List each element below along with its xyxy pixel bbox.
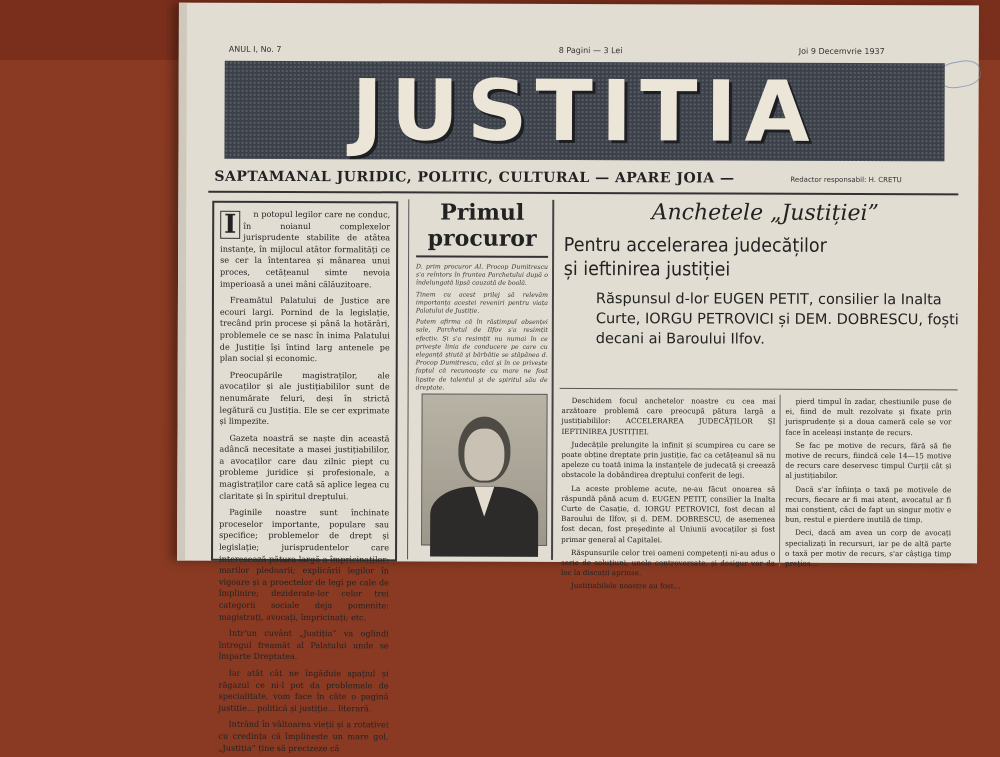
article-subhead: Răspunsul d-lor EUGEN PETIT, consilier la Inalta Curte, IORGU PETROVICI și DEM. DOBRESCU, foști decani ai Baroului Ilfov. (595, 291, 959, 348)
portrait-face (464, 429, 504, 481)
redactor-line: Redactor responsabil: H. CRETU (790, 175, 902, 185)
newspaper-page (177, 3, 979, 753)
article-paragraph: Deci, dacă am avea un corp de avocați specializați în recursuri, iar pe de altă parte o taxă per motiv de recurs, s'ar câștiga timp prețios... (785, 528, 952, 568)
issue-line (219, 44, 959, 57)
section-title: Anchetele „Justiției” (651, 200, 879, 227)
newspaper-title: JUSTITIA (351, 61, 818, 161)
headline-line: Pentru accelerarea judecăților (563, 233, 827, 257)
article-paragraph: pierd timpul în zadar, chestiunile puse de ei, fiind de mult rezolvate și fixate prin jurisprudențe și a doua cameră cele se vor face în aceleași instanțe de recurs. (785, 396, 952, 437)
column-divider (779, 395, 781, 567)
editorial-paragraph: Gazeta noastră se naște din această adâncă necesitate a masei justițiabililor, a avocaților care dau zilnic piept cu probleme juridice și profesionale, a magistraților care cată să aplice legea cu claritate și în spiritul dreptului. (219, 432, 390, 501)
portrait-photo (421, 393, 548, 545)
procuror-paragraph: Putem afirma că în răstimpul absenței sale, Parchetul de Ilfov s'a resimțit efectiv. Și s'a resimțit nu numai în ce privește linia de conducere pe care cu eleganță știută și bărbătie se stăpânea d. Procop Dumitrescu, căci și în ce privește faptul că recunoaște cu mare ne fost lipsite de talentul și de spiritul său de dreptate. (415, 318, 548, 392)
column-divider (407, 199, 409, 559)
editorial-paragraph: Freamătul Palatului de Justice are ecouri largi. Pornind de la legislație, trecând prin procese și până la hotărâri, problemele ce se nasc în inima Palatului de Justiție își întind larg antenele pe plan social și economic. (219, 294, 390, 364)
headline-line: și ieftinirea justiției (563, 257, 731, 281)
page-edge (177, 3, 187, 561)
article-body-right (785, 397, 952, 568)
editorial-box (211, 201, 398, 753)
article-headline (560, 233, 928, 282)
procuror-paragraph: D. prim procuror Al. Procop Dumitrescu s'a reîntors în fruntea Parchetului după o îndelungată lipsă cauzată de boală. (415, 263, 549, 288)
editorial-paragraph: Preocupările magistraților, ale avocaților și ale justițiabililor sunt de nenumărate feluri, deși în strictă legătură cu Justiția. Ele se cer exprimate și limpezite. (219, 369, 390, 427)
article-paragraph: Dacă s'ar înființa o taxă pe motivele de recurs, fiecare ar fi mai atent, avocatul ar fi mai conștient, căci de fapt un singur motiv e bun, restul e pierdere inutilă de timp. (785, 484, 952, 525)
column-divider (551, 200, 554, 560)
editorial-paragraph: Iar atât cât ne îngăduie spațiul și răgazul ce ni-l pot da problemele de specialitate, vom face în câte o pagină justiție... politică și justiție... literară. (218, 667, 389, 714)
article-paragraph: La aceste probleme acute, ne-au făcut onoarea să răspundă până acum d. EUGEN PETIT, consilier la Inalta Curte de Casație, d. IORGU PETROVICI, fost decan al Baroului de Ilfov, și d. DEM. DOBRESCU, de asemenea fost decan, fost președinte al Uniunii avocaților și fost primar general al Capitalei. (561, 483, 776, 544)
editorial-paragraph: Paginile noastre sunt închinate proceselor importante, populare sau specifice; problemelor de drept și legislație; jurisprudentelor care interesează pătura largă a împricinaților; marilor pledoarii; explicării legilor în vigoare și a proectelor de legi pe cale de împlinire; deziderate-lor celor trei categorii sociale deja pomenite: magistrați, avocați, împricinați; etc. (218, 507, 390, 622)
issue-number: ANUL I, No. 7 (228, 44, 282, 54)
article-paragraph: Deschidem focul anchetelor noastre cu cea mai arzătoare problemă care preocupă pătura largă a justițiabililor: ACCELERAREA JUDECĂȚILOR ȘI IEFTINIREA JUSTIȚIEI. (561, 395, 776, 436)
article-body-left (560, 395, 776, 591)
article-paragraph: Judecățile prelungite la infinit și scumpirea cu care se poate obține dreptate prin justiție, fac ca cetățeanul să nu apeleze cu toată inima la instanțele de judecată și creează obstacole la dobândirea dreptului conferit de legi. (561, 439, 776, 481)
editorial-paragraph: Intr'un cuvânt „Justiția” va oglindi întregul freamăt al Palatului unde se împarte Dreptatea. (218, 627, 389, 662)
article-rule (560, 388, 958, 390)
procuror-title: Primul procuror (416, 199, 548, 257)
header-rule (208, 191, 958, 196)
article-paragraph: Răspunsurile celor trei oameni competenți ni-au adus o serie de soluțiuni, unele controversate, și desigur vor da loc la discuții aprinse. (560, 547, 776, 578)
price: 8 Pagini — 3 Lei (558, 45, 623, 56)
article-paragraph: Justițiabilele noastre au fost... (570, 581, 681, 591)
article-paragraph: Se fac pe motive de recurs, fără să fie motive de recurs, fiindcă cele 14—15 motive de recurs care deservesc timpul Curții cât și al justițiabilor. (785, 440, 952, 481)
procuror-column (415, 199, 548, 559)
drop-cap: I (220, 211, 240, 239)
editorial-paragraph: n potopul legilor care ne conduc, în noianul complexelor jurisprudente stabilite de atâtea instanțe, în mijlocul atâtor formalități ce se cer la întentarea și mânarea unui proces, cetățeanul simte nevoia imperioasă a unei mâni călăuzitoare. (219, 208, 391, 289)
masthead (224, 61, 944, 162)
procuror-paragraph: Tinem cu acest prilej să relevăm importanța acestei reveniri pentru viața Palatului de Justiție. (415, 291, 548, 315)
main-article (560, 200, 961, 350)
procuror-text (416, 263, 548, 393)
newspaper-subtitle: SAPTAMANAL JURIDIC, POLITIC, CULTURAL — APARE JOIA — (214, 168, 735, 187)
issue-date: Joi 9 Decemvrie 1937 (798, 46, 885, 57)
editorial-paragraph: Intrând în vâltoarea vieții și a rotativei cu credința că împlinește un mare gol, „Justiția” ține să precizeze că (218, 719, 389, 753)
